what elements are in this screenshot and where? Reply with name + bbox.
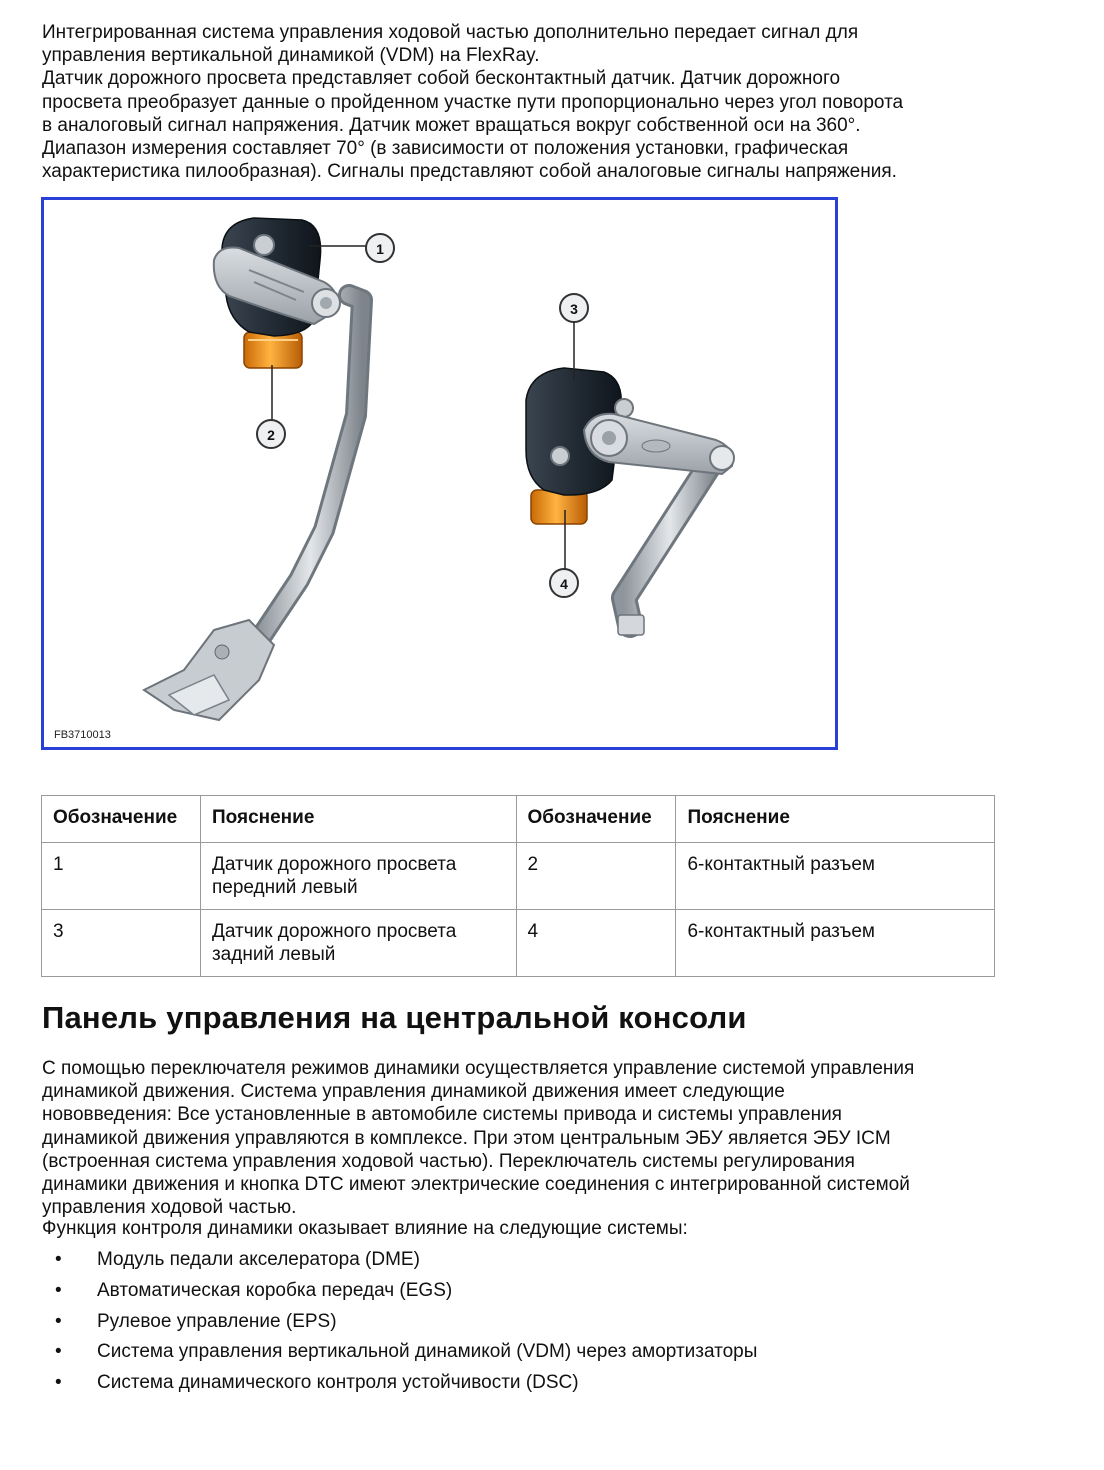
list-item-text: Модуль педали акселератора (DME) (97, 1249, 420, 1270)
body-line: нововведения: Все установленные в автомобиле системы привода и системы управления (42, 1104, 842, 1126)
bullet-icon: • (55, 1310, 62, 1332)
column-header: Обозначение (516, 796, 676, 843)
table-cell: 6-контактный разъем (676, 843, 995, 910)
body-line: С помощью переключателя режимов динамики осуществляется управление системой управления (42, 1058, 915, 1079)
svg-text:2: 2 (267, 427, 275, 443)
body-line: динамикой движения управляются в комплексе. При этом центральным ЭБУ является ЭБУ ICM (42, 1127, 891, 1149)
list-item-text: Система управления вертикальной динамикой (VDM) через амортизаторы (97, 1341, 758, 1363)
section-body (42, 1057, 1002, 1219)
list-item (42, 1245, 757, 1276)
bullet-icon: • (55, 1279, 62, 1301)
table-row (42, 910, 995, 977)
functions-intro: Функция контроля динамики оказывает влияние на следующие системы: (42, 1218, 688, 1239)
body-line: динамики движения и кнопка DTC имеют электрические соединения с интегрированной системой (42, 1174, 910, 1196)
table-cell: 6-контактный разъем (676, 910, 995, 977)
intro-line: просвета преобразует данные о пройденном участке пути пропорционально через угол поворота (42, 91, 904, 113)
list-item (42, 1276, 757, 1307)
intro-line: Датчик дорожного просвета представляет собой бесконтактный датчик. Датчик дорожного (42, 68, 841, 90)
sensor-illustration (44, 200, 835, 747)
intro-paragraph (42, 21, 1002, 183)
body-line: динамикой движения. Система управления динамикой движения имеет следующие (42, 1081, 785, 1103)
intro-line: управления вертикальной динамикой (VDM) на FlexRay. (42, 45, 540, 67)
column-header: Пояснение (676, 796, 995, 843)
column-header: Обозначение (42, 796, 201, 843)
front-sensor-drawing (144, 218, 394, 720)
column-header: Пояснение (200, 796, 516, 843)
table-cell: Датчик дорожного просвета передний левый (200, 843, 516, 910)
table-cell: 2 (516, 843, 676, 910)
svg-text:4: 4 (560, 576, 568, 592)
body-line: управления ходовой частью. (42, 1197, 297, 1219)
list-item-text: Рулевое управление (EPS) (97, 1310, 337, 1332)
table-row (42, 843, 995, 910)
table-header-row (42, 796, 995, 843)
table-cell: 3 (42, 910, 201, 977)
svg-text:3: 3 (570, 301, 578, 317)
figure-code: FB3710013 (54, 729, 111, 741)
sensor-figure (41, 197, 838, 750)
list-item-text: Система динамического контроля устойчивости (DSC) (97, 1372, 579, 1394)
list-item (42, 1368, 757, 1399)
intro-line: Интегрированная система управления ходовой частью дополнительно передает сигнал для (42, 22, 859, 43)
legend-table (41, 795, 995, 977)
list-item (42, 1307, 757, 1338)
bullet-icon: • (55, 1249, 62, 1270)
list-item-text: Автоматическая коробка передач (EGS) (97, 1279, 453, 1301)
functions-list (42, 1245, 757, 1399)
bullet-icon: • (55, 1372, 62, 1394)
list-item (42, 1337, 757, 1368)
table-cell: Датчик дорожного просвета задний левый (200, 910, 516, 977)
intro-line: Диапазон измерения составляет 70° (в зависимости от положения установки, графическая (42, 138, 849, 160)
body-line: (встроенная система управления ходовой частью). Переключатель системы регулирования (42, 1150, 855, 1172)
table-cell: 4 (516, 910, 676, 977)
bullet-icon: • (55, 1341, 62, 1363)
intro-line: характеристика пилообразная). Сигналы представляют собой аналоговые сигналы напряжения. (42, 161, 897, 183)
svg-text:1: 1 (376, 241, 384, 257)
table-cell: 1 (42, 843, 201, 910)
rear-sensor-drawing (526, 294, 734, 635)
intro-line: в аналоговый сигнал напряжения. Датчик может вращаться вокруг собственной оси на 360°. (42, 114, 861, 136)
section-title: Панель управления на центральной консоли (42, 1000, 747, 1035)
